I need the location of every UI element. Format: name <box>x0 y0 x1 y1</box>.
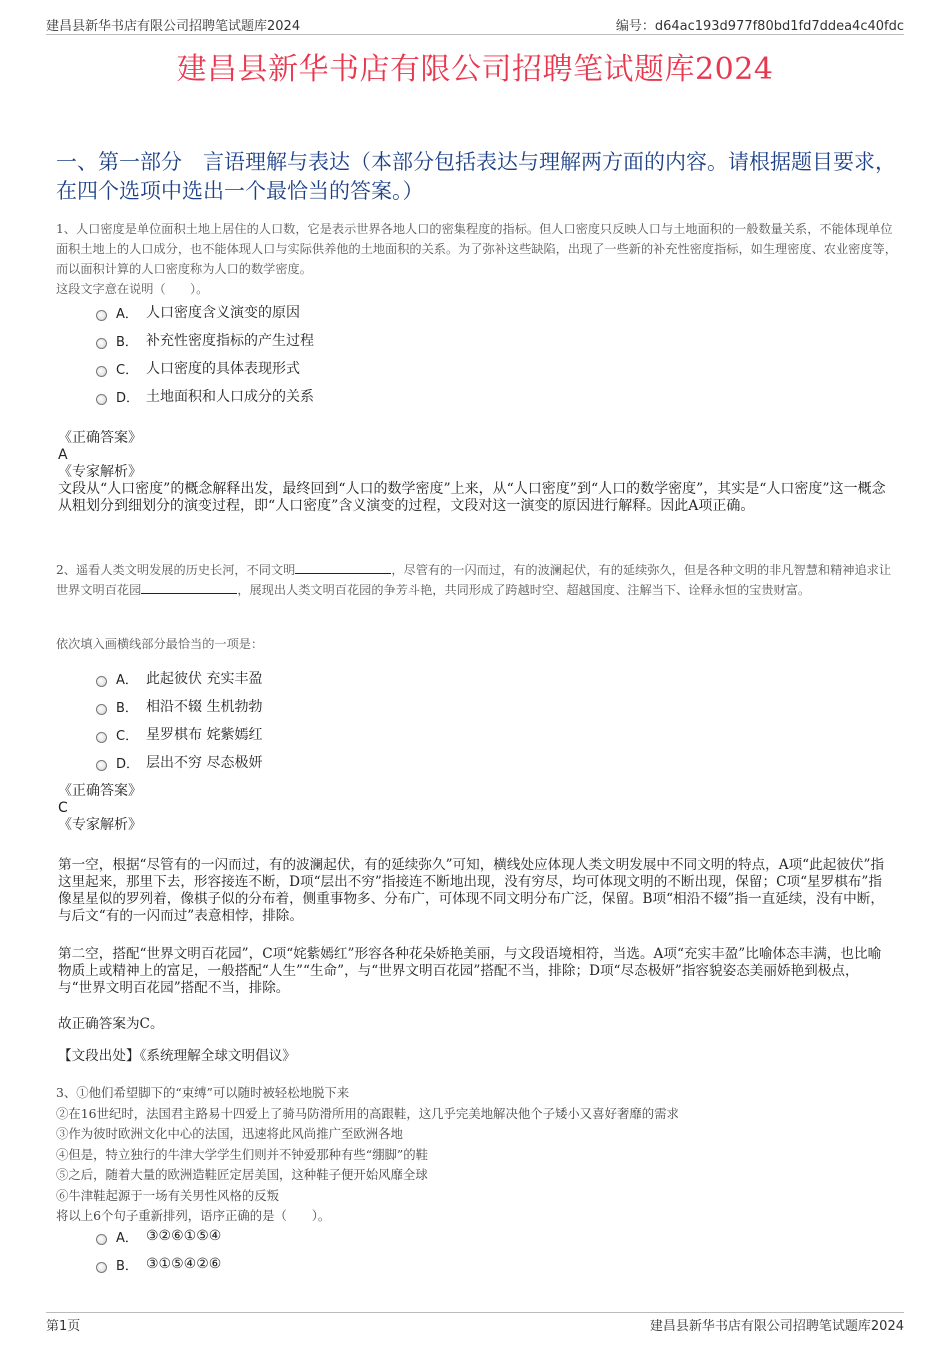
fill-blank-2[interactable] <box>141 581 237 594</box>
radio-icon[interactable] <box>96 704 107 715</box>
analysis-label: 《专家解析》 <box>58 817 142 833</box>
question-2-options <box>96 664 262 776</box>
radio-icon[interactable] <box>96 760 107 771</box>
page-title: 建昌县新华书店有限公司招聘笔试题库2024 <box>176 52 774 87</box>
analysis-text: 文段从“人口密度”的概念解释出发，最终回到“人口的数学密度”上来，从“人口密度”到“人口的数学密度”，其实是“人口密度”这一概念从粗划分到细划分的演变过程，即“人口密度”含义演变的过程，文段对这一演变的原因进行解释。因此A项正确。 <box>58 481 886 514</box>
footer-doc-title: 建昌县新华书店有限公司招聘笔试题库2024 <box>649 1319 904 1334</box>
radio-icon[interactable] <box>96 732 107 743</box>
answer-label: 《正确答案》 <box>58 783 142 799</box>
question-1-text: 1、人口密度是单位面积土地上居住的人口数，它是表示世界各地人口的密集程度的指标。但人口密度只反映人口与土地面积的一般数量关系，不能体现单位面积土地上的人口成分，也不能体现人口与实际供养他的土地面积的关系。为了弥补这些缺陷，出现了一些新的补充性密度指标，如生理密度、农业密度等，而以面积计算的人口密度称为人口的数学密度。 <box>56 222 897 276</box>
question-3-line: ③作为彼时欧洲文化中心的法国，迅速将此风尚推广至欧洲各地 <box>56 1126 403 1141</box>
question-2-analysis-1: 第一空，根据“尽管有的一闪而过，有的波澜起伏，有的延续弥久”可知，横线处应体现人类文明发展中不同文明的特点，A项“此起彼伏”指这里起来，那里下去，形容接连不断，D项“层出不穷”指接连不断地出现，没有穷尽，均可体现文明的不断出现，保留；C项“星罗棋布”指像星星似的罗列着，像棋子似的分布着，侧重事物多、分布广，可体现不同文明分布广泛，保留。B项“相沿不辍”指一直延续，没有中断，与后文“有的一闪而过”表意相悖，排除。 <box>58 857 885 924</box>
question-3-line: ②在16世纪时，法国君主路易十四爱上了骑马防滑所用的高跟鞋，这几乎完美地解决他个子矮小又喜好奢靡的需求 <box>56 1105 679 1121</box>
question-2-analysis-3: 故正确答案为C。 <box>58 1016 164 1032</box>
question-2-analysis-2: 第二空，搭配“世界文明百花园”，C项“姹紫嫣红”形容各种花朵娇艳美丽，与文段语境相符，当选。A项“充实丰盈”比喻体态丰满，也比喻物质上或精神上的富足，一般搭配“人生”“生命”，与“世界文明百花园”搭配不当，排除；D项“尽态极妍”指容貌姿态美丽娇艳到极点，与“世界文明百花园”搭配不当，排除。 <box>58 946 882 996</box>
answer-label: 《正确答案》 <box>58 430 142 446</box>
question-3-line: 3、①他们希望脚下的“束缚”可以随时被轻松地脱下来 <box>56 1085 350 1100</box>
question-3-line: ④但是，特立独行的牛津大学学生们则并不钟爱那种有些“绷脚”的鞋 <box>56 1146 428 1162</box>
radio-icon[interactable] <box>96 394 107 405</box>
question-1-option-c[interactable]: C． 人口密度的具体表现形式 <box>96 354 314 382</box>
question-1-options <box>96 298 314 410</box>
page-header <box>46 14 904 35</box>
radio-icon[interactable] <box>96 676 107 687</box>
question-1-answer-block <box>58 430 890 515</box>
question-3-line: ⑤之后，随着大量的欧洲造鞋匠定居美国，这种鞋子便开始风靡全球 <box>56 1167 428 1182</box>
fill-blank-1[interactable] <box>295 561 391 574</box>
radio-icon[interactable] <box>96 1262 107 1273</box>
question-3-line: ⑥牛津鞋起源于一场有关男性风格的反叛 <box>56 1187 280 1203</box>
question-1-ask: 这段文字意在说明（ ）。 <box>56 282 209 296</box>
radio-icon[interactable] <box>96 338 107 349</box>
question-2-stem: 2、遥看人类文明发展的历史长河，不同文明 ，尽管有的一闪而过，有的波澜起伏，有的延续弥久，但是各种文明的非凡智慧和精神追求让世界文明百花园 ，展现出人类文明百花园的争芳斗艳，共同形成了跨越时空、超越国度、注解当下、诠释永恒的宝贵财富。 <box>56 563 892 597</box>
question-2-option-b[interactable]: B． 相沿不辍 生机勃勃 <box>96 692 262 720</box>
question-3-stem <box>56 1083 898 1227</box>
page-number: 第1页 <box>46 1319 81 1334</box>
question-2-source: 【文段出处】《系统理解全球文明倡议》 <box>58 1048 296 1064</box>
question-1-option-b[interactable]: B． 补充性密度指标的产生过程 <box>96 326 314 354</box>
radio-icon[interactable] <box>96 366 107 377</box>
analysis-label: 《专家解析》 <box>58 464 142 480</box>
section-heading: 一、第一部分 言语理解与表达（本部分包括表达与理解两方面的内容。请根据题目要求，在四个选项中选出一个最恰当的答案。） <box>56 150 896 203</box>
question-2-option-c[interactable]: C． 星罗棋布 姹紫嫣红 <box>96 720 262 748</box>
question-3-ask: 将以上6个句子重新排列，语序正确的是（ ）。 <box>56 1208 331 1223</box>
question-2-ask: 依次填入画横线部分最恰当的一项是： <box>56 637 264 651</box>
page-footer <box>46 1312 904 1335</box>
question-2-answer-block <box>58 783 890 834</box>
header-doc-id: 编号：d64ac193d977f80bd1fd7ddea4c40fdc <box>615 19 904 34</box>
question-2-option-d[interactable]: D． 层出不穷 尽态极妍 <box>96 748 262 776</box>
radio-icon[interactable] <box>96 1234 107 1245</box>
question-1-option-a[interactable]: A． 人口密度含义演变的原因 <box>96 298 314 326</box>
question-3-option-a[interactable]: A． ③②⑥①⑤④ <box>96 1222 221 1250</box>
question-1-stem <box>56 219 898 299</box>
answer-value: C <box>58 800 68 816</box>
header-doc-title: 建昌县新华书店有限公司招聘笔试题库2024 <box>46 19 301 34</box>
question-3-option-b[interactable]: B． ③①⑤④②⑥ <box>96 1250 221 1278</box>
question-2-option-a[interactable]: A． 此起彼伏 充实丰盈 <box>96 664 262 692</box>
question-1-option-d[interactable]: D． 土地面积和人口成分的关系 <box>96 382 314 410</box>
radio-icon[interactable] <box>96 310 107 321</box>
answer-value: A <box>58 447 68 463</box>
question-3-options <box>96 1222 221 1278</box>
